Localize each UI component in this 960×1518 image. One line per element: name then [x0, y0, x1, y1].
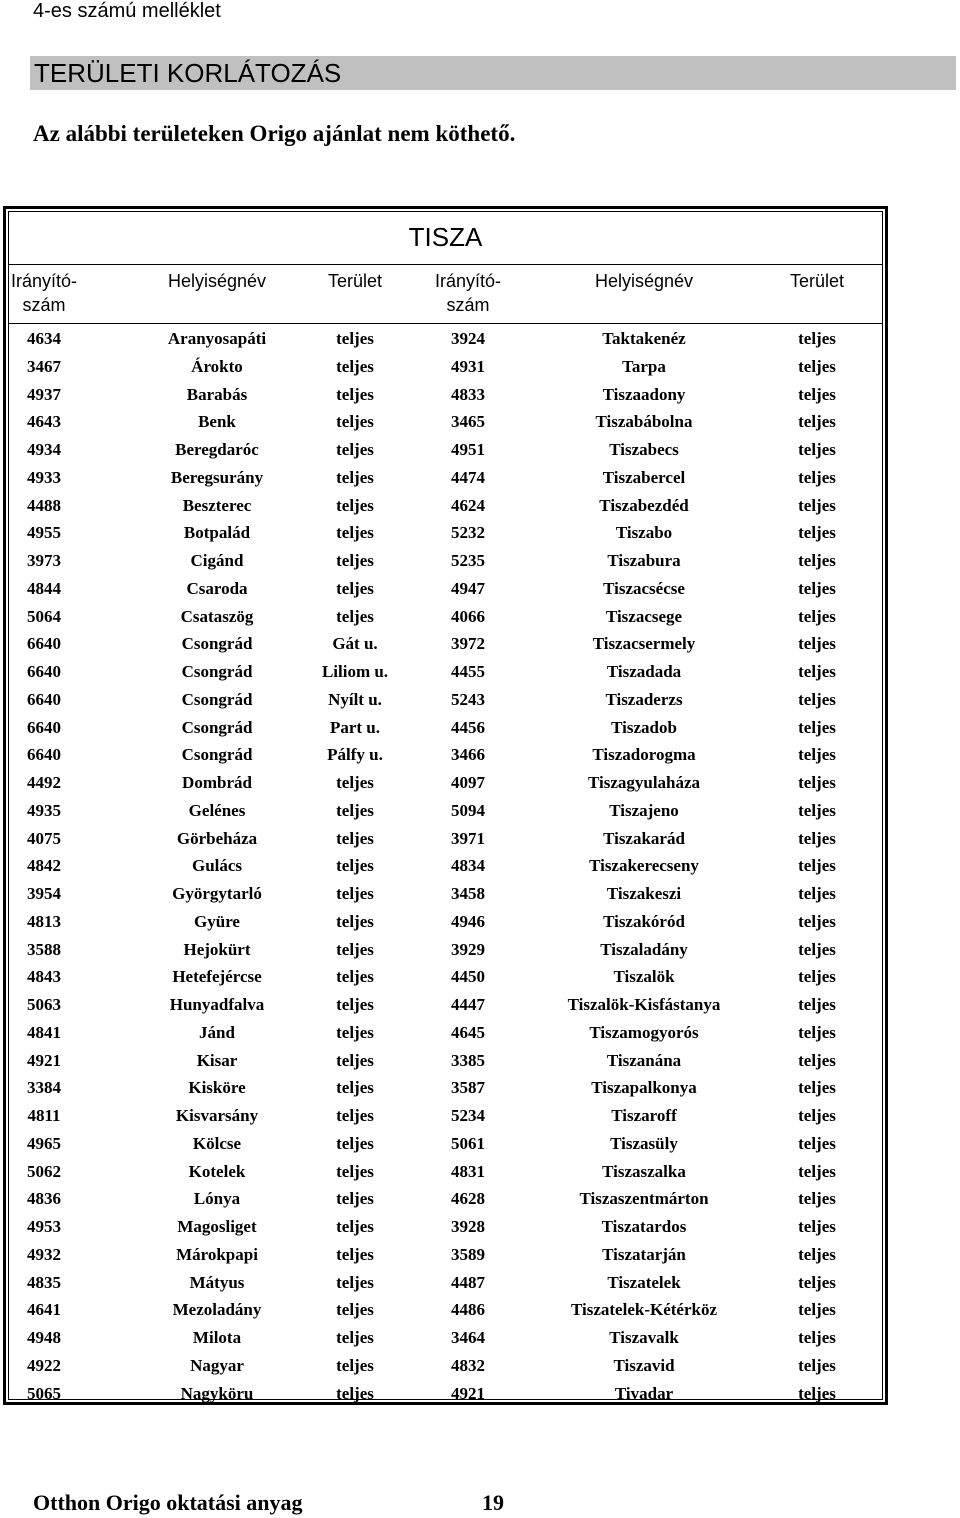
- header-zip-right: [433, 269, 503, 317]
- cell-area-right: teljes: [798, 1272, 836, 1292]
- cell-place-left: Csongrád: [181, 689, 253, 709]
- cell-place-left: Márokpapi: [176, 1244, 258, 1264]
- cell-area-left: teljes: [336, 773, 374, 792]
- cell-area-left: teljes: [336, 911, 374, 931]
- cell-zip-right: 4450: [451, 967, 485, 987]
- cell-zip-left: 4955: [27, 523, 61, 543]
- cell-area-right: teljes: [798, 1161, 836, 1181]
- cell-place-right: Tiszajeno: [609, 800, 679, 820]
- cell-zip-left: 4492: [27, 773, 61, 792]
- cell-zip-left: 4948: [27, 1328, 61, 1347]
- cell-area-left: teljes: [336, 1050, 374, 1070]
- cell-place-left: Magosliget: [177, 1217, 257, 1236]
- cell-zip-right: 4455: [451, 662, 485, 681]
- cell-place-right: Tivadar: [614, 1383, 674, 1403]
- cell-area-right: teljes: [798, 1383, 836, 1403]
- cell-place-left: Nagyar: [190, 1355, 244, 1375]
- cell-zip-right: 3464: [451, 1328, 485, 1347]
- cell-area-left: teljes: [336, 1106, 374, 1125]
- table-row: [9, 464, 882, 492]
- cell-zip-left: 4811: [27, 1106, 61, 1125]
- cell-place-right: Tiszagyulaháza: [587, 773, 701, 792]
- cell-zip-left: 5065: [27, 1383, 61, 1403]
- cell-place-left: Barabás: [186, 384, 248, 404]
- section-banner: [30, 56, 956, 90]
- cell-area-left: teljes: [336, 384, 374, 404]
- cell-area-left: teljes: [336, 800, 374, 820]
- cell-place-left: Benk: [198, 412, 236, 432]
- cell-place-left: Cigánd: [190, 551, 244, 570]
- cell-area-right: teljes: [798, 467, 836, 487]
- cell-zip-left: 4922: [27, 1355, 61, 1375]
- table-row: [9, 408, 882, 436]
- cell-area-left: Liliom u.: [321, 662, 389, 681]
- cell-zip-left: 4953: [27, 1217, 61, 1236]
- cell-area-right: teljes: [798, 1050, 836, 1070]
- cell-area-right: teljes: [798, 717, 836, 737]
- table-row: [9, 603, 882, 631]
- table-row: [9, 381, 882, 409]
- cell-zip-left: 4835: [27, 1272, 61, 1292]
- cell-place-left: Gelénes: [188, 800, 246, 820]
- cell-zip-left: 4921: [27, 1050, 61, 1070]
- cell-area-right: teljes: [798, 911, 836, 931]
- cell-place-left: Mátyus: [189, 1272, 245, 1292]
- table-row: [9, 936, 882, 964]
- cell-zip-left: 3973: [27, 551, 61, 570]
- cell-area-left: teljes: [336, 1078, 374, 1098]
- cell-area-right: teljes: [798, 1106, 836, 1125]
- header-zip-left: [9, 269, 79, 317]
- cell-zip-right: 4831: [451, 1161, 485, 1181]
- table-row: [9, 1185, 882, 1213]
- cell-place-left: Beregdaróc: [175, 440, 259, 459]
- cell-zip-left: 4843: [27, 967, 61, 987]
- cell-place-left: Csongrád: [181, 634, 253, 654]
- cell-area-right: teljes: [798, 1328, 836, 1347]
- cell-place-right: Tiszakóród: [603, 911, 685, 931]
- cell-zip-right: 4447: [451, 995, 485, 1014]
- table-row: [9, 1352, 882, 1380]
- cell-area-left: teljes: [336, 1133, 374, 1153]
- cell-place-left: Hunyadfalva: [169, 995, 265, 1014]
- cell-area-right: teljes: [798, 800, 836, 820]
- cell-place-left: Hetefejércse: [172, 967, 262, 987]
- cell-area-right: teljes: [798, 1022, 836, 1042]
- cell-area-right: teljes: [798, 939, 836, 959]
- header-place-right: Helyiségnév: [594, 271, 694, 291]
- cell-place-right: Tiszabo: [615, 523, 673, 543]
- cell-zip-left: 4813: [27, 911, 61, 931]
- cell-zip-left: 4933: [27, 467, 61, 487]
- table-row: [9, 908, 882, 936]
- cell-place-right: Tiszakeszi: [606, 884, 682, 903]
- cell-zip-right: 4456: [451, 717, 485, 737]
- table-row: [9, 519, 882, 547]
- cell-area-right: teljes: [798, 828, 836, 848]
- cell-area-left: Part u.: [329, 717, 381, 737]
- cell-area-right: teljes: [798, 634, 836, 654]
- cell-area-left: teljes: [336, 495, 374, 515]
- cell-place-right: Tiszalök-Kisfástanya: [567, 995, 721, 1014]
- table-row: [9, 991, 882, 1019]
- table-row: [9, 436, 882, 464]
- cell-area-left: teljes: [336, 440, 374, 459]
- cell-area-right: teljes: [798, 1244, 836, 1264]
- cell-place-left: Jánd: [199, 1022, 235, 1042]
- cell-place-right: Tiszasüly: [610, 1133, 678, 1153]
- table-row: [9, 769, 882, 797]
- cell-place-left: Csongrád: [181, 662, 253, 681]
- header-zip-right-line2: szám: [446, 295, 490, 315]
- cell-place-left: Kisvarsány: [175, 1106, 259, 1125]
- cell-area-left: teljes: [336, 412, 374, 432]
- table-row: [9, 1158, 882, 1186]
- table-header: [9, 266, 882, 324]
- cell-place-right: Tiszabura: [607, 551, 681, 570]
- table-row: [9, 575, 882, 603]
- cell-zip-left: 3467: [27, 356, 61, 376]
- cell-area-left: Nyílt u.: [328, 689, 382, 709]
- cell-place-left: Csataszög: [180, 606, 254, 626]
- cell-zip-right: 3928: [451, 1217, 485, 1236]
- cell-area-left: teljes: [336, 939, 374, 959]
- cell-area-right: teljes: [798, 356, 836, 376]
- cell-area-left: teljes: [336, 1022, 374, 1042]
- cell-zip-left: 6640: [27, 662, 61, 681]
- cell-place-left: Aranyosapáti: [167, 329, 267, 348]
- cell-zip-right: 4921: [451, 1383, 485, 1403]
- cell-zip-right: 4624: [451, 495, 485, 515]
- cell-area-right: teljes: [798, 1133, 836, 1153]
- cell-area-left: teljes: [336, 856, 374, 876]
- table-row: [9, 963, 882, 991]
- cell-place-left: Árokto: [191, 356, 243, 376]
- cell-zip-right: 5234: [451, 1106, 485, 1125]
- cell-area-right: teljes: [798, 1189, 836, 1209]
- cell-area-right: teljes: [798, 662, 836, 681]
- table-row: [9, 1074, 882, 1102]
- cell-place-right: Tiszaszentmárton: [579, 1189, 709, 1209]
- cell-area-left: teljes: [336, 329, 374, 348]
- table-row: [9, 741, 882, 769]
- cell-zip-right: 5061: [451, 1133, 485, 1153]
- cell-area-right: teljes: [798, 773, 836, 792]
- cell-place-left: Kotelek: [188, 1161, 246, 1181]
- header-zip-left-line1: Irányító-: [10, 271, 78, 291]
- cell-zip-right: 5243: [451, 689, 485, 709]
- cell-zip-right: 4474: [451, 467, 485, 487]
- cell-place-left: Csongrád: [181, 745, 253, 765]
- cell-area-left: teljes: [336, 606, 374, 626]
- annex-label: 4-es számú melléklet: [33, 0, 221, 22]
- cell-area-left: teljes: [336, 523, 374, 543]
- cell-zip-left: 6640: [27, 634, 61, 654]
- cell-area-right: teljes: [798, 606, 836, 626]
- header-area-right: Terület: [789, 271, 845, 291]
- cell-place-right: Tiszapalkonya: [591, 1078, 697, 1098]
- cell-place-right: Tiszanána: [606, 1050, 682, 1070]
- cell-zip-left: 4836: [27, 1189, 61, 1209]
- cell-place-right: Tiszakerecseny: [589, 856, 699, 876]
- cell-area-right: teljes: [798, 856, 836, 876]
- cell-zip-right: 3929: [451, 939, 485, 959]
- cell-place-right: Tiszaszalka: [602, 1161, 686, 1181]
- cell-place-right: Tiszacsege: [605, 606, 683, 626]
- cell-zip-right: 4833: [451, 384, 485, 404]
- table-row: [9, 492, 882, 520]
- cell-zip-right: 4832: [451, 1355, 485, 1375]
- cell-area-right: teljes: [798, 967, 836, 987]
- cell-place-right: Tiszavalk: [609, 1328, 679, 1347]
- cell-zip-right: 4097: [451, 773, 485, 792]
- cell-zip-left: 5062: [27, 1161, 61, 1181]
- cell-place-right: Tiszadob: [611, 717, 677, 737]
- cell-zip-left: 4842: [27, 856, 61, 876]
- cell-place-right: Tiszacsécse: [603, 578, 685, 598]
- table-row: [9, 1130, 882, 1158]
- header-zip-right-line1: Irányító-: [434, 271, 502, 291]
- cell-place-right: Tiszaroff: [611, 1106, 677, 1125]
- table-body: [9, 325, 882, 1407]
- cell-zip-left: 3588: [27, 939, 61, 959]
- cell-area-left: teljes: [336, 1355, 374, 1375]
- cell-zip-left: 4488: [27, 495, 61, 515]
- cell-area-left: teljes: [336, 884, 374, 903]
- header-zip-left-line2: szám: [22, 295, 66, 315]
- table-row: [9, 1269, 882, 1297]
- cell-place-right: Tiszatelek-Kétérköz: [570, 1300, 718, 1320]
- cell-area-right: teljes: [798, 412, 836, 432]
- cell-place-left: Görbeháza: [176, 828, 258, 848]
- table-row: [9, 1102, 882, 1130]
- cell-area-right: teljes: [798, 523, 836, 543]
- cell-area-left: teljes: [336, 1328, 374, 1347]
- cell-zip-left: 4965: [27, 1133, 61, 1153]
- cell-area-right: teljes: [798, 578, 836, 598]
- cell-zip-right: 5232: [451, 523, 485, 543]
- cell-zip-right: 3458: [451, 884, 485, 903]
- cell-place-right: Tiszaadony: [602, 384, 686, 404]
- cell-zip-left: 4937: [27, 384, 61, 404]
- restriction-table: [3, 206, 888, 1405]
- cell-zip-right: 4946: [451, 911, 485, 931]
- cell-place-left: Gyüre: [194, 911, 240, 931]
- table-row: [9, 658, 882, 686]
- cell-place-left: Kisköre: [188, 1078, 246, 1098]
- page-number: 19: [482, 1490, 504, 1515]
- cell-zip-left: 5063: [27, 995, 61, 1014]
- cell-place-right: Tiszavid: [613, 1355, 675, 1375]
- cell-area-left: teljes: [336, 828, 374, 848]
- cell-zip-left: 3954: [27, 884, 61, 903]
- cell-area-left: teljes: [336, 1217, 374, 1236]
- cell-zip-right: 5094: [451, 800, 485, 820]
- cell-zip-left: 5064: [27, 606, 61, 626]
- cell-place-left: Hejokürt: [183, 939, 251, 959]
- cell-place-left: Györgytarló: [172, 884, 262, 903]
- cell-place-right: Tiszadada: [606, 662, 682, 681]
- cell-place-left: Beregsurány: [170, 467, 264, 487]
- cell-area-left: teljes: [336, 1244, 374, 1264]
- table-row: [9, 1324, 882, 1352]
- cell-area-left: teljes: [336, 578, 374, 598]
- cell-place-right: Tiszakarád: [603, 828, 685, 848]
- cell-zip-left: 6640: [27, 717, 61, 737]
- section-title: TERÜLETI KORLÁTOZÁS: [34, 58, 342, 88]
- cell-place-right: Taktakenéz: [602, 329, 686, 348]
- cell-zip-right: 3971: [451, 828, 485, 848]
- cell-zip-left: 4844: [27, 578, 61, 598]
- cell-area-left: Gát u.: [332, 634, 378, 654]
- table-row: [9, 825, 882, 853]
- cell-area-left: teljes: [336, 995, 374, 1014]
- cell-area-left: teljes: [336, 967, 374, 987]
- subtitle: Az alábbi területeken Origo ajánlat nem köthető.: [33, 121, 516, 146]
- cell-area-right: teljes: [798, 1300, 836, 1320]
- cell-zip-right: 3589: [451, 1244, 485, 1264]
- cell-area-left: teljes: [336, 356, 374, 376]
- table-title-text: TISZA: [408, 222, 483, 252]
- cell-place-right: Tiszalök: [613, 967, 675, 987]
- cell-area-right: teljes: [798, 329, 836, 348]
- cell-place-left: Beszterec: [182, 495, 252, 515]
- cell-place-left: Kölcse: [192, 1133, 242, 1153]
- cell-zip-left: 6640: [27, 689, 61, 709]
- table-row: [9, 1019, 882, 1047]
- cell-place-left: Dombrád: [182, 773, 252, 792]
- cell-zip-left: 4634: [27, 329, 61, 348]
- cell-area-left: teljes: [336, 1272, 374, 1292]
- cell-zip-right: 5235: [451, 551, 485, 570]
- cell-zip-right: 4947: [451, 578, 485, 598]
- cell-area-left: teljes: [336, 1161, 374, 1181]
- table-row: [9, 547, 882, 575]
- cell-zip-right: 3972: [451, 634, 485, 654]
- table-row: [9, 1047, 882, 1075]
- table-title: [9, 212, 882, 265]
- cell-zip-left: 4075: [27, 828, 61, 848]
- cell-zip-left: 4641: [27, 1300, 61, 1320]
- table-row: [9, 880, 882, 908]
- table-row: [9, 1241, 882, 1269]
- table-row: [9, 1213, 882, 1241]
- cell-place-right: Tarpa: [622, 356, 666, 376]
- cell-area-left: teljes: [336, 1189, 374, 1209]
- cell-area-left: teljes: [336, 467, 374, 487]
- table-row: [9, 1380, 882, 1408]
- cell-place-right: Tiszatarján: [602, 1244, 686, 1264]
- cell-zip-left: 4935: [27, 800, 61, 820]
- cell-zip-right: 3466: [451, 745, 485, 765]
- cell-area-right: teljes: [798, 995, 836, 1014]
- cell-place-right: Tiszaladány: [600, 939, 688, 959]
- cell-place-right: Tiszamogyorós: [589, 1022, 699, 1042]
- cell-place-left: Mezoladány: [172, 1300, 262, 1320]
- cell-place-left: Botpalád: [183, 523, 251, 543]
- cell-zip-left: 4932: [27, 1244, 61, 1264]
- cell-zip-left: 3384: [27, 1078, 61, 1098]
- header-place-left: Helyiségnév: [167, 271, 267, 291]
- cell-place-right: Tiszatardos: [601, 1217, 687, 1236]
- table-row: [9, 630, 882, 658]
- cell-area-left: teljes: [336, 1383, 374, 1403]
- cell-zip-left: 4643: [27, 412, 61, 432]
- cell-area-left: teljes: [336, 551, 374, 570]
- cell-zip-right: 3924: [451, 329, 485, 348]
- cell-area-right: teljes: [798, 1217, 836, 1236]
- cell-zip-right: 4628: [451, 1189, 485, 1209]
- cell-zip-right: 4066: [451, 606, 485, 626]
- cell-place-left: Kisar: [196, 1050, 238, 1070]
- cell-place-left: Lónya: [193, 1189, 241, 1209]
- cell-zip-right: 4834: [451, 856, 485, 876]
- cell-place-left: Csaroda: [186, 578, 248, 598]
- cell-zip-right: 4486: [451, 1300, 485, 1320]
- cell-zip-left: 6640: [27, 745, 61, 765]
- cell-place-left: Gulács: [191, 856, 243, 876]
- cell-area-right: teljes: [798, 1355, 836, 1375]
- cell-place-right: Tiszaderzs: [605, 689, 683, 709]
- table-row: [9, 1296, 882, 1324]
- header-area-left: Terület: [327, 271, 383, 291]
- cell-place-right: Tiszadorogma: [592, 745, 696, 765]
- cell-place-left: Milota: [192, 1328, 242, 1347]
- table-row: [9, 353, 882, 381]
- cell-area-right: teljes: [798, 884, 836, 903]
- cell-place-right: Tiszabábolna: [595, 412, 693, 432]
- cell-zip-right: 4931: [451, 356, 485, 376]
- table-row: [9, 852, 882, 880]
- table-row: [9, 325, 882, 353]
- cell-area-right: teljes: [798, 745, 836, 765]
- table-frame: [8, 211, 883, 1403]
- cell-zip-right: 4645: [451, 1022, 485, 1042]
- cell-place-right: Tiszacsermely: [592, 634, 696, 654]
- table-row: [9, 797, 882, 825]
- footer-title: Otthon Origo oktatási anyag: [33, 1490, 303, 1515]
- cell-place-left: Csongrád: [181, 717, 253, 737]
- cell-zip-left: 4934: [27, 440, 61, 459]
- cell-zip-right: 3385: [451, 1050, 485, 1070]
- cell-zip-right: 3465: [451, 412, 485, 432]
- cell-area-left: teljes: [336, 1300, 374, 1320]
- cell-area-right: teljes: [798, 440, 836, 459]
- cell-zip-left: 4841: [27, 1022, 61, 1042]
- cell-place-right: Tiszabezdéd: [599, 495, 689, 515]
- cell-area-right: teljes: [798, 689, 836, 709]
- cell-zip-right: 4487: [451, 1272, 485, 1292]
- cell-place-right: Tiszabercel: [602, 467, 686, 487]
- table-row: [9, 714, 882, 742]
- cell-area-left: Pálfy u.: [327, 745, 383, 765]
- table-row: [9, 686, 882, 714]
- cell-area-right: teljes: [798, 495, 836, 515]
- cell-zip-right: 3587: [451, 1078, 485, 1098]
- cell-area-right: teljes: [798, 551, 836, 570]
- cell-place-right: Tiszatelek: [607, 1272, 681, 1292]
- cell-area-right: teljes: [798, 384, 836, 404]
- cell-zip-right: 4951: [451, 440, 485, 459]
- cell-place-left: Nagyköru: [180, 1383, 254, 1403]
- cell-area-right: teljes: [798, 1078, 836, 1098]
- cell-place-right: Tiszabecs: [609, 440, 679, 459]
